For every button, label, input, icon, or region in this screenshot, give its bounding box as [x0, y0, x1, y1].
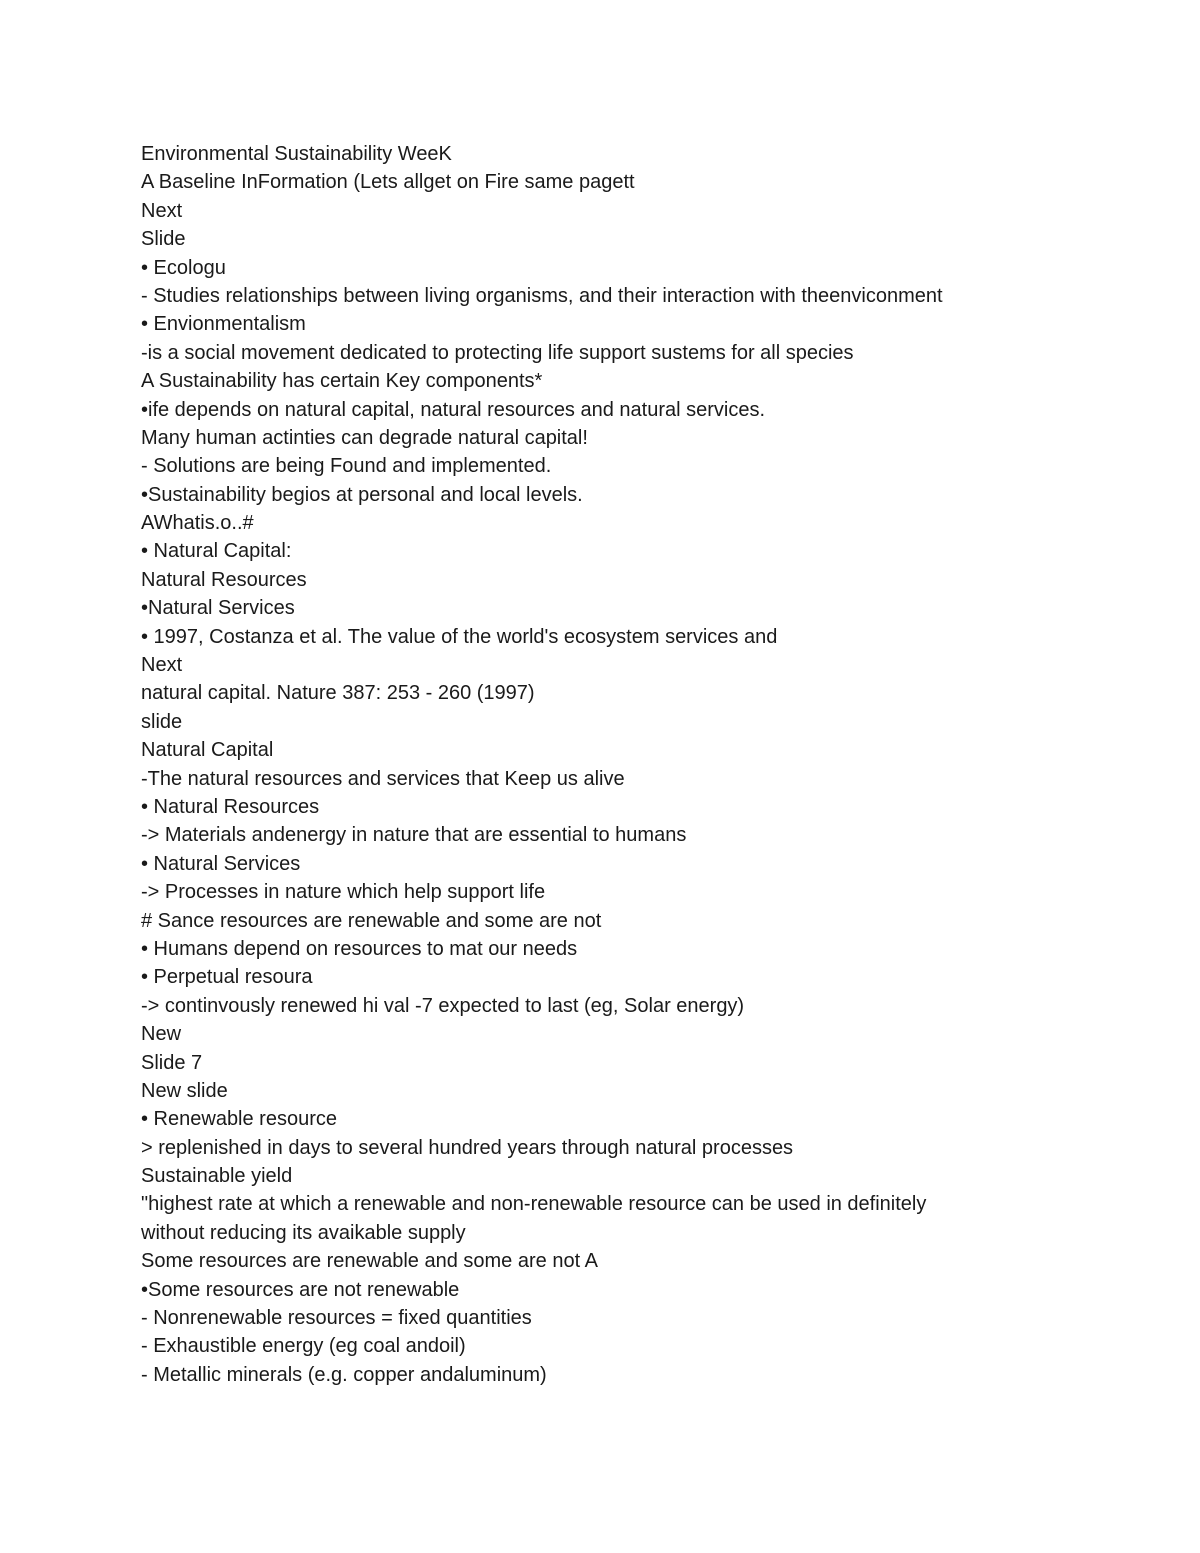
text-line: # Sance resources are renewable and some are not [141, 909, 602, 932]
text-line: -> continvously renewed hi val -7 expected to last (eg, Solar energy) [141, 994, 745, 1017]
text-line: • Ecologu [141, 256, 226, 279]
text-line: • Renewable resource [141, 1108, 337, 1131]
text-line: Natural Capital [141, 739, 274, 762]
text-line: slide [141, 710, 183, 733]
text-line: -The natural resources and services that Keep us alive [141, 767, 625, 790]
text-line: Some resources are renewable and some are not A [141, 1250, 598, 1273]
text-line: A Baseline InFormation (Lets allget on Fire same pagett [141, 171, 635, 194]
text-line: • Humans depend on resources to mat our needs [141, 937, 578, 960]
text-line: natural capital. Nature 387: 253 - 260 (1997) [141, 682, 535, 705]
text-line: •ife depends on natural capital, natural resources and natural services. [141, 398, 766, 421]
text-line: •Some resources are not renewable [141, 1278, 460, 1301]
text-line: • Envionmentalism [141, 313, 306, 336]
text-line: • Perpetual resoura [141, 966, 313, 989]
text-line: Next [141, 654, 183, 677]
text-line: •Sustainability begios at personal and local levels. [141, 483, 583, 506]
text-line: Many human actinties can degrade natural capital! [141, 426, 588, 449]
text-line: •Natural Services [141, 597, 295, 620]
text-line: - Studies relationships between living organisms, and their interaction with theenviconment [141, 284, 943, 307]
text-line: Slide [141, 228, 186, 251]
text-line: Sustainable yield [141, 1165, 293, 1188]
text-line: - Nonrenewable resources = fixed quantities [141, 1307, 532, 1330]
text-line: New slide [141, 1079, 228, 1102]
text-line: New [141, 1023, 182, 1046]
text-line: • 1997, Costanza et al. The value of the world's ecosystem services and [141, 625, 778, 648]
text-line: without reducing its avaikable supply [141, 1221, 466, 1244]
text-line: -is a social movement dedicated to protecting life support sustems for all species [141, 341, 854, 364]
text-line: Slide 7 [141, 1051, 203, 1074]
text-line: • Natural Resources [141, 795, 320, 818]
text-line: > replenished in days to several hundred years through natural processes [141, 1136, 794, 1159]
document-body [141, 140, 1141, 1389]
text-line: -> Processes in nature which help support life [141, 881, 546, 904]
text-line: • Natural Capital: [141, 540, 292, 563]
text-line: • Natural Services [141, 852, 301, 875]
text-line: A Sustainability has certain Key components* [141, 370, 543, 393]
text-line: - Exhaustible energy (eg coal andoil) [141, 1335, 466, 1358]
text-line: Natural Resources [141, 568, 307, 591]
text-line: AWhatis.o..# [141, 512, 254, 535]
text-line: - Solutions are being Found and implemented. [141, 455, 552, 478]
text-line: - Metallic minerals (e.g. copper andaluminum) [141, 1363, 547, 1386]
document-title: Environmental Sustainability WeeK [141, 143, 452, 165]
text-line: "highest rate at which a renewable and non-renewable resource can be used in definitely [141, 1193, 927, 1216]
text-line: Next [141, 199, 183, 222]
text-line: -> Materials andenergy in nature that are essential to humans [141, 824, 687, 847]
